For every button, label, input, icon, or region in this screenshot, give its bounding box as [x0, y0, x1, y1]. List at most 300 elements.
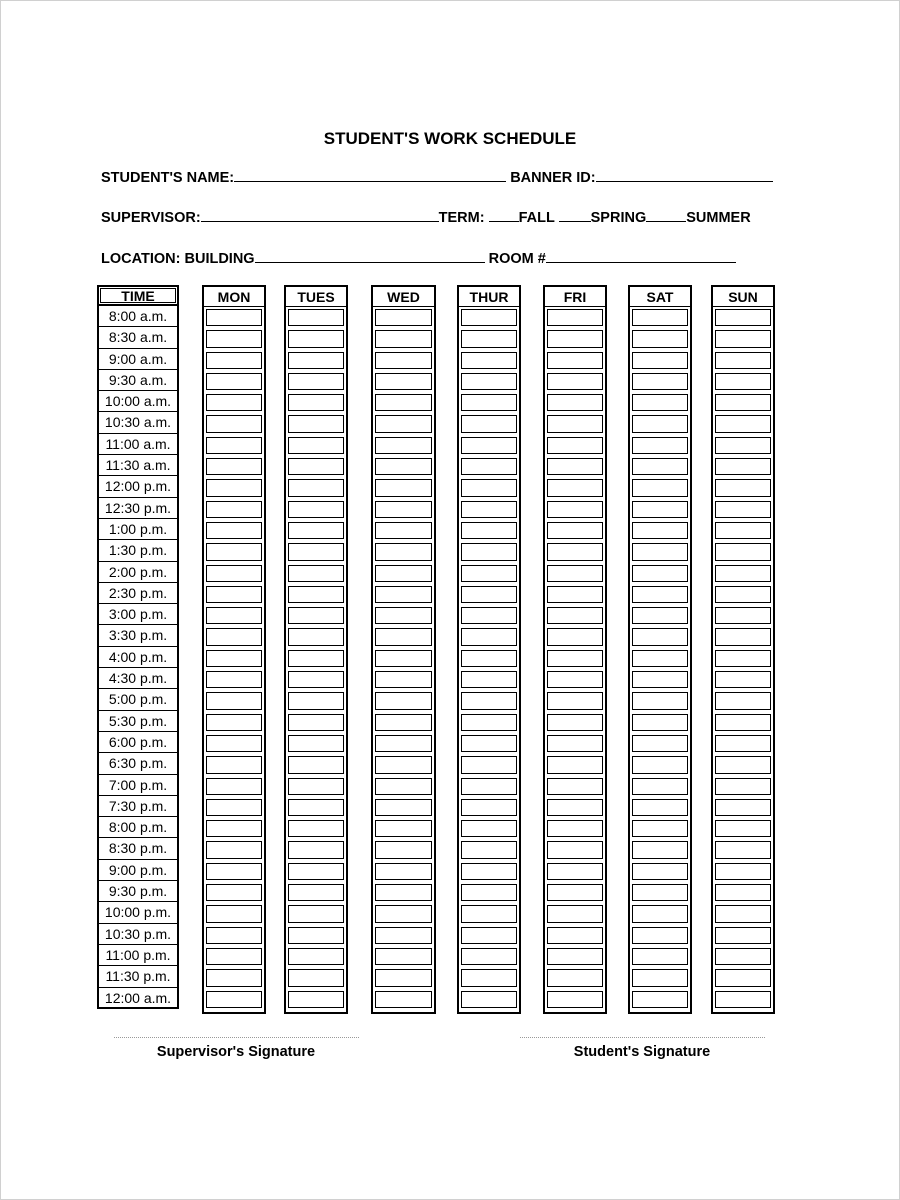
schedule-cell-box[interactable]	[375, 671, 432, 688]
schedule-cell-box[interactable]	[547, 565, 603, 582]
schedule-cell-box[interactable]	[547, 969, 603, 986]
schedule-cell[interactable]	[204, 861, 264, 882]
schedule-cell-box[interactable]	[461, 692, 517, 709]
schedule-cell[interactable]	[286, 541, 346, 562]
schedule-cell[interactable]	[373, 626, 434, 647]
schedule-cell[interactable]	[545, 903, 605, 924]
supervisor-field[interactable]	[201, 209, 439, 222]
schedule-cell-box[interactable]	[288, 884, 344, 901]
schedule-cell[interactable]	[373, 413, 434, 434]
schedule-cell[interactable]	[630, 946, 690, 967]
schedule-cell[interactable]	[630, 776, 690, 797]
schedule-cell-box[interactable]	[632, 394, 688, 411]
schedule-cell[interactable]	[630, 350, 690, 371]
schedule-cell[interactable]	[713, 648, 773, 669]
schedule-cell-box[interactable]	[632, 756, 688, 773]
schedule-cell[interactable]	[545, 541, 605, 562]
schedule-cell[interactable]	[286, 499, 346, 520]
schedule-cell-box[interactable]	[288, 778, 344, 795]
schedule-cell-box[interactable]	[547, 927, 603, 944]
schedule-cell-box[interactable]	[632, 863, 688, 880]
supervisor-signature-line[interactable]	[114, 1037, 359, 1038]
schedule-cell-box[interactable]	[206, 352, 262, 369]
schedule-cell[interactable]	[204, 328, 264, 349]
schedule-cell[interactable]	[713, 350, 773, 371]
schedule-cell-box[interactable]	[632, 969, 688, 986]
schedule-cell[interactable]	[286, 350, 346, 371]
schedule-cell[interactable]	[630, 754, 690, 775]
schedule-cell[interactable]	[459, 413, 519, 434]
schedule-cell[interactable]	[286, 690, 346, 711]
schedule-cell[interactable]	[713, 839, 773, 860]
schedule-cell[interactable]	[204, 712, 264, 733]
schedule-cell[interactable]	[713, 413, 773, 434]
schedule-cell-box[interactable]	[632, 628, 688, 645]
schedule-cell[interactable]	[630, 925, 690, 946]
schedule-cell[interactable]	[545, 733, 605, 754]
schedule-cell[interactable]	[630, 435, 690, 456]
schedule-cell-box[interactable]	[715, 927, 771, 944]
schedule-cell-box[interactable]	[288, 479, 344, 496]
schedule-cell[interactable]	[713, 477, 773, 498]
schedule-cell-box[interactable]	[288, 352, 344, 369]
schedule-cell-box[interactable]	[632, 437, 688, 454]
schedule-cell[interactable]	[286, 626, 346, 647]
schedule-cell-box[interactable]	[206, 969, 262, 986]
schedule-cell[interactable]	[713, 307, 773, 328]
summer-check-field[interactable]	[646, 209, 686, 222]
schedule-cell-box[interactable]	[288, 501, 344, 518]
schedule-cell[interactable]	[713, 903, 773, 924]
schedule-cell[interactable]	[713, 690, 773, 711]
schedule-cell[interactable]	[630, 818, 690, 839]
schedule-cell[interactable]	[204, 754, 264, 775]
schedule-cell[interactable]	[204, 669, 264, 690]
schedule-cell-box[interactable]	[547, 756, 603, 773]
schedule-cell-box[interactable]	[547, 394, 603, 411]
schedule-cell[interactable]	[459, 818, 519, 839]
schedule-cell-box[interactable]	[461, 735, 517, 752]
schedule-cell[interactable]	[373, 563, 434, 584]
schedule-cell[interactable]	[373, 520, 434, 541]
schedule-cell[interactable]	[373, 903, 434, 924]
schedule-cell[interactable]	[459, 733, 519, 754]
schedule-cell-box[interactable]	[632, 543, 688, 560]
schedule-cell-box[interactable]	[375, 948, 432, 965]
schedule-cell[interactable]	[286, 967, 346, 988]
schedule-cell[interactable]	[286, 520, 346, 541]
schedule-cell[interactable]	[459, 690, 519, 711]
schedule-cell[interactable]	[630, 989, 690, 1010]
schedule-cell-box[interactable]	[288, 692, 344, 709]
schedule-cell-box[interactable]	[547, 650, 603, 667]
schedule-cell[interactable]	[713, 733, 773, 754]
schedule-cell-box[interactable]	[632, 841, 688, 858]
schedule-cell[interactable]	[286, 413, 346, 434]
schedule-cell[interactable]	[204, 946, 264, 967]
schedule-cell[interactable]	[286, 903, 346, 924]
schedule-cell[interactable]	[545, 563, 605, 584]
schedule-cell-box[interactable]	[375, 927, 432, 944]
schedule-cell-box[interactable]	[206, 330, 262, 347]
schedule-cell-box[interactable]	[288, 841, 344, 858]
schedule-cell-box[interactable]	[632, 884, 688, 901]
schedule-cell[interactable]	[373, 477, 434, 498]
schedule-cell[interactable]	[204, 350, 264, 371]
schedule-cell-box[interactable]	[461, 671, 517, 688]
schedule-cell[interactable]	[545, 371, 605, 392]
schedule-cell[interactable]	[286, 925, 346, 946]
schedule-cell-box[interactable]	[715, 991, 771, 1008]
schedule-cell-box[interactable]	[632, 671, 688, 688]
schedule-cell[interactable]	[204, 839, 264, 860]
schedule-cell-box[interactable]	[206, 373, 262, 390]
schedule-cell-box[interactable]	[461, 799, 517, 816]
schedule-cell[interactable]	[713, 967, 773, 988]
schedule-cell-box[interactable]	[375, 628, 432, 645]
schedule-cell-box[interactable]	[715, 650, 771, 667]
schedule-cell[interactable]	[459, 307, 519, 328]
schedule-cell-box[interactable]	[288, 714, 344, 731]
schedule-cell-box[interactable]	[288, 565, 344, 582]
schedule-cell-box[interactable]	[715, 437, 771, 454]
schedule-cell[interactable]	[459, 584, 519, 605]
schedule-cell[interactable]	[545, 456, 605, 477]
schedule-cell-box[interactable]	[461, 991, 517, 1008]
schedule-cell[interactable]	[630, 307, 690, 328]
schedule-cell-box[interactable]	[461, 969, 517, 986]
schedule-cell[interactable]	[630, 392, 690, 413]
schedule-cell[interactable]	[459, 392, 519, 413]
schedule-cell[interactable]	[545, 413, 605, 434]
schedule-cell[interactable]	[373, 669, 434, 690]
schedule-cell[interactable]	[286, 371, 346, 392]
room-field[interactable]	[546, 250, 736, 263]
schedule-cell[interactable]	[630, 669, 690, 690]
schedule-cell-box[interactable]	[547, 543, 603, 560]
schedule-cell[interactable]	[373, 712, 434, 733]
schedule-cell[interactable]	[204, 541, 264, 562]
schedule-cell-box[interactable]	[288, 607, 344, 624]
schedule-cell[interactable]	[373, 882, 434, 903]
schedule-cell-box[interactable]	[288, 863, 344, 880]
schedule-cell[interactable]	[459, 563, 519, 584]
schedule-cell[interactable]	[459, 669, 519, 690]
schedule-cell[interactable]	[373, 818, 434, 839]
schedule-cell[interactable]	[286, 797, 346, 818]
schedule-cell-box[interactable]	[206, 927, 262, 944]
schedule-cell[interactable]	[204, 690, 264, 711]
schedule-cell-box[interactable]	[461, 543, 517, 560]
schedule-cell-box[interactable]	[461, 309, 517, 326]
schedule-cell[interactable]	[286, 818, 346, 839]
schedule-cell[interactable]	[545, 669, 605, 690]
schedule-cell[interactable]	[713, 520, 773, 541]
schedule-cell-box[interactable]	[547, 735, 603, 752]
schedule-cell-box[interactable]	[375, 756, 432, 773]
schedule-cell-box[interactable]	[547, 863, 603, 880]
building-field[interactable]	[255, 250, 485, 263]
schedule-cell-box[interactable]	[547, 522, 603, 539]
schedule-cell[interactable]	[286, 328, 346, 349]
schedule-cell-box[interactable]	[375, 991, 432, 1008]
schedule-cell-box[interactable]	[547, 628, 603, 645]
schedule-cell-box[interactable]	[288, 820, 344, 837]
schedule-cell[interactable]	[630, 861, 690, 882]
schedule-cell-box[interactable]	[375, 692, 432, 709]
schedule-cell-box[interactable]	[461, 927, 517, 944]
schedule-cell-box[interactable]	[375, 969, 432, 986]
schedule-cell-box[interactable]	[206, 799, 262, 816]
schedule-cell-box[interactable]	[375, 778, 432, 795]
schedule-cell[interactable]	[373, 350, 434, 371]
schedule-cell-box[interactable]	[715, 394, 771, 411]
schedule-cell[interactable]	[373, 584, 434, 605]
schedule-cell-box[interactable]	[547, 309, 603, 326]
schedule-cell[interactable]	[373, 754, 434, 775]
schedule-cell-box[interactable]	[288, 458, 344, 475]
schedule-cell-box[interactable]	[547, 905, 603, 922]
schedule-cell[interactable]	[459, 776, 519, 797]
schedule-cell-box[interactable]	[632, 586, 688, 603]
schedule-cell-box[interactable]	[288, 586, 344, 603]
schedule-cell-box[interactable]	[375, 522, 432, 539]
schedule-cell-box[interactable]	[288, 415, 344, 432]
schedule-cell-box[interactable]	[206, 863, 262, 880]
schedule-cell-box[interactable]	[461, 586, 517, 603]
schedule-cell[interactable]	[545, 712, 605, 733]
schedule-cell-box[interactable]	[461, 522, 517, 539]
schedule-cell[interactable]	[373, 776, 434, 797]
schedule-cell-box[interactable]	[632, 501, 688, 518]
schedule-cell-box[interactable]	[288, 394, 344, 411]
schedule-cell[interactable]	[545, 861, 605, 882]
schedule-cell-box[interactable]	[715, 692, 771, 709]
schedule-cell[interactable]	[459, 499, 519, 520]
schedule-cell-box[interactable]	[461, 394, 517, 411]
schedule-cell-box[interactable]	[375, 543, 432, 560]
schedule-cell-box[interactable]	[288, 991, 344, 1008]
schedule-cell-box[interactable]	[715, 522, 771, 539]
schedule-cell-box[interactable]	[206, 841, 262, 858]
schedule-cell[interactable]	[630, 839, 690, 860]
schedule-cell[interactable]	[286, 776, 346, 797]
schedule-cell[interactable]	[286, 563, 346, 584]
schedule-cell-box[interactable]	[206, 586, 262, 603]
schedule-cell-box[interactable]	[547, 479, 603, 496]
schedule-cell-box[interactable]	[461, 841, 517, 858]
schedule-cell-box[interactable]	[632, 948, 688, 965]
schedule-cell[interactable]	[286, 669, 346, 690]
schedule-cell-box[interactable]	[547, 437, 603, 454]
schedule-cell-box[interactable]	[206, 692, 262, 709]
schedule-cell-box[interactable]	[288, 756, 344, 773]
schedule-cell-box[interactable]	[206, 565, 262, 582]
schedule-cell-box[interactable]	[375, 863, 432, 880]
schedule-cell[interactable]	[286, 861, 346, 882]
schedule-cell-box[interactable]	[206, 905, 262, 922]
schedule-cell[interactable]	[204, 797, 264, 818]
schedule-cell[interactable]	[545, 754, 605, 775]
schedule-cell[interactable]	[545, 967, 605, 988]
schedule-cell-box[interactable]	[715, 543, 771, 560]
schedule-cell-box[interactable]	[206, 628, 262, 645]
schedule-cell[interactable]	[373, 861, 434, 882]
schedule-cell[interactable]	[459, 925, 519, 946]
schedule-cell-box[interactable]	[375, 841, 432, 858]
schedule-cell-box[interactable]	[288, 330, 344, 347]
schedule-cell-box[interactable]	[206, 522, 262, 539]
schedule-cell[interactable]	[204, 733, 264, 754]
schedule-cell-box[interactable]	[206, 501, 262, 518]
schedule-cell[interactable]	[373, 648, 434, 669]
schedule-cell[interactable]	[545, 477, 605, 498]
schedule-cell[interactable]	[545, 925, 605, 946]
schedule-cell-box[interactable]	[461, 458, 517, 475]
schedule-cell-box[interactable]	[206, 309, 262, 326]
schedule-cell-box[interactable]	[632, 820, 688, 837]
schedule-cell[interactable]	[630, 413, 690, 434]
schedule-cell-box[interactable]	[632, 778, 688, 795]
schedule-cell-box[interactable]	[375, 437, 432, 454]
schedule-cell-box[interactable]	[547, 415, 603, 432]
schedule-cell[interactable]	[630, 584, 690, 605]
schedule-cell-box[interactable]	[547, 948, 603, 965]
schedule-cell-box[interactable]	[632, 458, 688, 475]
schedule-cell[interactable]	[204, 499, 264, 520]
schedule-cell-box[interactable]	[461, 607, 517, 624]
schedule-cell-box[interactable]	[375, 586, 432, 603]
schedule-cell[interactable]	[545, 392, 605, 413]
schedule-cell[interactable]	[713, 669, 773, 690]
schedule-cell[interactable]	[373, 967, 434, 988]
schedule-cell[interactable]	[286, 989, 346, 1010]
schedule-cell[interactable]	[630, 456, 690, 477]
schedule-cell-box[interactable]	[715, 458, 771, 475]
schedule-cell[interactable]	[373, 371, 434, 392]
schedule-cell[interactable]	[373, 733, 434, 754]
schedule-cell-box[interactable]	[206, 735, 262, 752]
schedule-cell-box[interactable]	[375, 884, 432, 901]
schedule-cell-box[interactable]	[461, 437, 517, 454]
schedule-cell[interactable]	[204, 371, 264, 392]
schedule-cell[interactable]	[545, 882, 605, 903]
schedule-cell-box[interactable]	[375, 373, 432, 390]
schedule-cell-box[interactable]	[375, 607, 432, 624]
schedule-cell[interactable]	[286, 733, 346, 754]
schedule-cell-box[interactable]	[206, 991, 262, 1008]
schedule-cell-box[interactable]	[461, 501, 517, 518]
schedule-cell[interactable]	[286, 946, 346, 967]
schedule-cell[interactable]	[373, 839, 434, 860]
schedule-cell-box[interactable]	[715, 309, 771, 326]
schedule-cell-box[interactable]	[288, 650, 344, 667]
schedule-cell[interactable]	[204, 648, 264, 669]
schedule-cell[interactable]	[204, 776, 264, 797]
schedule-cell[interactable]	[630, 967, 690, 988]
schedule-cell-box[interactable]	[461, 373, 517, 390]
schedule-cell[interactable]	[630, 563, 690, 584]
schedule-cell[interactable]	[630, 371, 690, 392]
schedule-cell[interactable]	[545, 350, 605, 371]
schedule-cell-box[interactable]	[461, 863, 517, 880]
schedule-cell[interactable]	[713, 712, 773, 733]
schedule-cell-box[interactable]	[288, 309, 344, 326]
schedule-cell-box[interactable]	[206, 671, 262, 688]
schedule-cell[interactable]	[204, 563, 264, 584]
schedule-cell-box[interactable]	[632, 714, 688, 731]
schedule-cell[interactable]	[630, 626, 690, 647]
schedule-cell[interactable]	[545, 307, 605, 328]
schedule-cell-box[interactable]	[632, 607, 688, 624]
schedule-cell-box[interactable]	[375, 309, 432, 326]
schedule-cell[interactable]	[713, 861, 773, 882]
schedule-cell-box[interactable]	[375, 565, 432, 582]
schedule-cell[interactable]	[545, 648, 605, 669]
schedule-cell-box[interactable]	[715, 479, 771, 496]
schedule-cell[interactable]	[713, 499, 773, 520]
schedule-cell-box[interactable]	[547, 458, 603, 475]
schedule-cell-box[interactable]	[461, 778, 517, 795]
schedule-cell[interactable]	[459, 328, 519, 349]
schedule-cell[interactable]	[545, 520, 605, 541]
schedule-cell-box[interactable]	[715, 373, 771, 390]
schedule-cell-box[interactable]	[375, 714, 432, 731]
schedule-cell-box[interactable]	[461, 905, 517, 922]
schedule-cell[interactable]	[713, 818, 773, 839]
spring-check-field[interactable]	[559, 209, 591, 222]
schedule-cell-box[interactable]	[375, 458, 432, 475]
schedule-cell[interactable]	[630, 328, 690, 349]
schedule-cell-box[interactable]	[547, 586, 603, 603]
schedule-cell[interactable]	[204, 307, 264, 328]
schedule-cell-box[interactable]	[206, 820, 262, 837]
schedule-cell-box[interactable]	[715, 884, 771, 901]
schedule-cell-box[interactable]	[632, 991, 688, 1008]
schedule-cell[interactable]	[204, 925, 264, 946]
schedule-cell[interactable]	[459, 946, 519, 967]
schedule-cell[interactable]	[459, 605, 519, 626]
schedule-cell-box[interactable]	[461, 948, 517, 965]
schedule-cell-box[interactable]	[632, 905, 688, 922]
schedule-cell[interactable]	[373, 435, 434, 456]
schedule-cell[interactable]	[204, 477, 264, 498]
schedule-cell-box[interactable]	[547, 991, 603, 1008]
schedule-cell-box[interactable]	[715, 969, 771, 986]
schedule-cell-box[interactable]	[206, 458, 262, 475]
schedule-cell[interactable]	[204, 605, 264, 626]
schedule-cell-box[interactable]	[547, 692, 603, 709]
schedule-cell[interactable]	[713, 797, 773, 818]
schedule-cell-box[interactable]	[375, 650, 432, 667]
schedule-cell-box[interactable]	[715, 714, 771, 731]
schedule-cell-box[interactable]	[715, 948, 771, 965]
schedule-cell-box[interactable]	[632, 415, 688, 432]
schedule-cell[interactable]	[204, 626, 264, 647]
schedule-cell-box[interactable]	[547, 607, 603, 624]
schedule-cell[interactable]	[545, 626, 605, 647]
schedule-cell-box[interactable]	[206, 437, 262, 454]
schedule-cell-box[interactable]	[547, 820, 603, 837]
schedule-cell[interactable]	[630, 499, 690, 520]
schedule-cell[interactable]	[459, 477, 519, 498]
schedule-cell-box[interactable]	[375, 820, 432, 837]
schedule-cell-box[interactable]	[461, 565, 517, 582]
schedule-cell-box[interactable]	[206, 394, 262, 411]
schedule-cell-box[interactable]	[288, 927, 344, 944]
schedule-cell-box[interactable]	[632, 479, 688, 496]
schedule-cell[interactable]	[713, 626, 773, 647]
